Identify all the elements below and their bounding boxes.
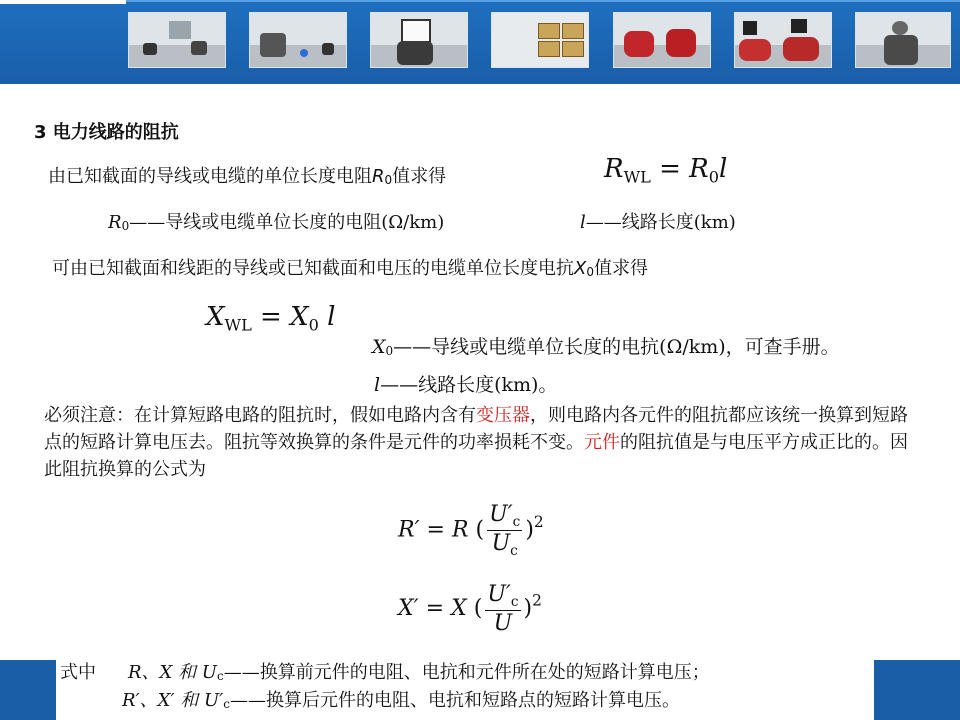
reactance-intro-line: 可由已知截面和线距的导线或已知截面和电压的电缆单位长度电抗X0值求得 bbox=[52, 258, 648, 279]
banner-white-tab bbox=[0, 0, 126, 4]
transformer-highlight: 变压器 bbox=[476, 405, 530, 426]
line-resistance-formula: $R_{WL} = R_0l$ bbox=[604, 154, 728, 187]
footer-bar-left bbox=[0, 660, 56, 720]
conversion-note-paragraph: 必须注意：在计算短路电路的阻抗时，假如电路内含有变压器，则电路内各元件的阻抗都应该统一换算到短路点的短路计算电压去。阻抗等效换算的条件是元件的功率损耗不变。元件的阻抗值是与电压平方成正比的。因此阻抗换算的公式为 bbox=[44, 405, 908, 480]
robots-with-signs-photo bbox=[734, 12, 832, 68]
resistance-conversion-formula: R′ = R ( $\frac{U'_c}{U_c}$ )$^2$ bbox=[398, 502, 544, 559]
banner-top-line bbox=[0, 0, 960, 2]
where-label: 式中 bbox=[60, 662, 96, 683]
header-banner bbox=[0, 0, 960, 84]
robot-with-monitor-photo bbox=[370, 12, 468, 68]
where-line-1: R、X 和 Uc——换算前元件的电阻、电抗和元件所在处的短路计算电压； bbox=[128, 662, 710, 683]
where-line-2: R′、X′ 和 U′c——换算后元件的电阻、电抗和短路点的短路计算电压。 bbox=[122, 690, 680, 711]
wheeled-robot-photo bbox=[249, 12, 347, 68]
length-definition-1: l——线路长度(km) bbox=[580, 212, 736, 233]
red-robots-photo bbox=[613, 12, 711, 68]
length-definition-2: l——线路长度(km)。 bbox=[374, 374, 558, 396]
section-title: 3 电力线路的阻抗 bbox=[34, 122, 179, 143]
reactance-conversion-formula: X′ = X ( $\frac{U'_c}{U}$ )$^2$ bbox=[398, 582, 542, 636]
component-highlight: 元件 bbox=[584, 432, 620, 453]
humanoid-robot-photo bbox=[855, 12, 951, 68]
line-reactance-formula: $X_{WL} = X_0$ l bbox=[206, 302, 336, 335]
resistance-definition: R0——导线或电缆单位长度的电阻(Ω/km) bbox=[108, 212, 445, 233]
robots-in-lab-photo bbox=[128, 12, 226, 68]
footer-bar-right bbox=[874, 660, 960, 720]
reactance-definition: X0——导线或电缆单位长度的电抗(Ω/km)，可查手册。 bbox=[372, 336, 840, 358]
award-plaques-photo bbox=[491, 12, 589, 68]
slide-content bbox=[0, 84, 960, 720]
resistance-intro-line: 由已知截面的导线或电缆的单位长度电阻R0值求得 bbox=[48, 166, 447, 187]
